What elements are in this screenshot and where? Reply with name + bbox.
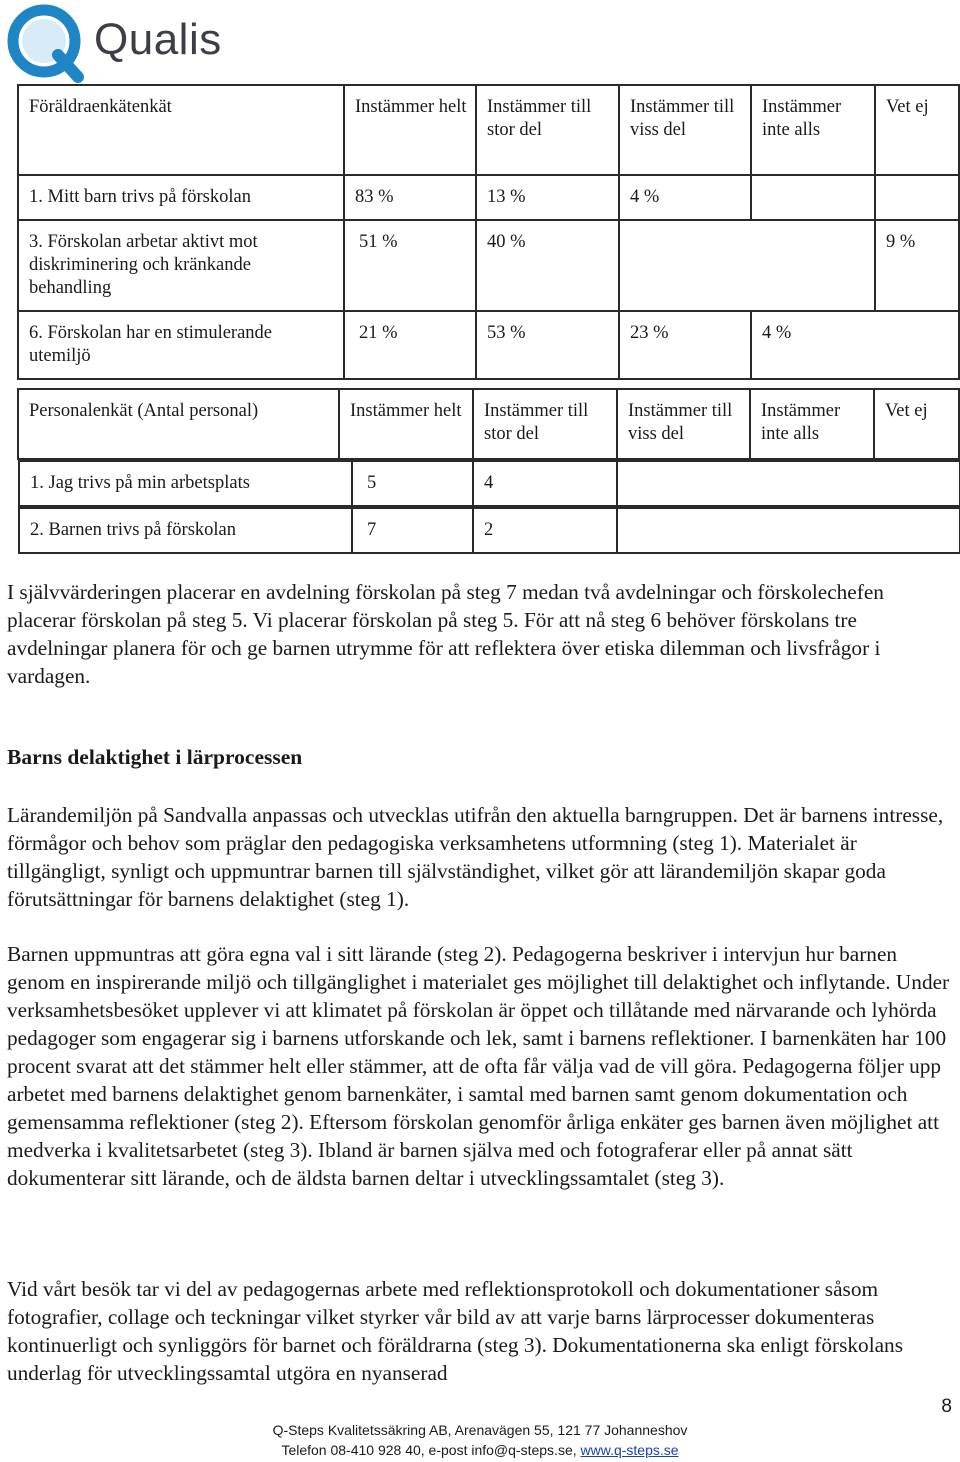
table-cell: 5 bbox=[352, 461, 473, 506]
table-cell bbox=[751, 175, 875, 220]
brand-name: Qualis bbox=[94, 15, 222, 64]
staff-row-1-wrapper bbox=[18, 459, 959, 507]
page-number: 8 bbox=[941, 1396, 952, 1417]
table-cell: 83 % bbox=[344, 175, 476, 220]
table-header-cell: Instämmer till stor del bbox=[473, 389, 617, 459]
table-header-row bbox=[18, 85, 959, 175]
table-row bbox=[18, 507, 959, 554]
table-header-cell: Instämmer inte alls bbox=[751, 85, 875, 175]
qualis-q-logo-icon bbox=[6, 3, 88, 83]
table-cell bbox=[617, 508, 960, 553]
table-cell: 1. Mitt barn trivs på förskolan bbox=[18, 175, 344, 220]
table-row bbox=[18, 220, 959, 311]
table-cell: 6. Förskolan har en stimulerande utemiljö bbox=[18, 311, 344, 379]
table-cell: 13 % bbox=[476, 175, 619, 220]
table-header-cell: Instämmer helt bbox=[339, 389, 473, 459]
staff-survey-table bbox=[17, 388, 960, 554]
table-cell: 3. Förskolan arbetar aktivt mot diskriminering och kränkande behandling bbox=[18, 220, 344, 311]
table-cell: 7 bbox=[352, 508, 473, 553]
table-cell: 2 bbox=[473, 508, 617, 553]
table-cell: 2. Barnen trivs på förskolan bbox=[19, 508, 352, 553]
paragraph-self-evaluation: I självvärderingen placerar en avdelning förskolan på steg 7 medan två avdelningar och förskolechefen placerar förskolan på steg 5. Vi placerar förskolan på steg 5. För att nå steg 6 behöver förskolans tre avdelningar planera för och ge barnen utrymme för att reflektera över etiska dilemman och livsfrågor i vardagen. bbox=[7, 580, 884, 688]
table-cell bbox=[617, 461, 960, 506]
paragraph-learning-environment: Lärandemiljön på Sandvalla anpassas och utvecklas utifrån den aktuella barngruppen. Det är barnens intresse, förmågor och behov som präglar den pedagogiska verksamhetens utformning (steg 1). Materialet är tillgängligt, synligt och uppmuntrar barnen till självständighet, vilket gör att lärandemiljön skapar goda förutsättningar för barnens delaktighet (steg 1). bbox=[7, 803, 944, 911]
parent-survey-table bbox=[17, 84, 960, 380]
table-cell: 4 % bbox=[619, 175, 751, 220]
table-header-cell: Vet ej bbox=[874, 389, 959, 459]
paragraph-documentation: Vid vårt besök tar vi del av pedagogernas arbete med reflektionsprotokoll och dokumentationer såsom fotografier, collage och teckningar vilket styrker vår bild av att varje barns lärprocesser dokumenteras kontinuerligt och synliggörs för barnet och föräldrarna (steg 3). Dokumentationerna ska enligt förskolans underlag för utvecklingssamtal utgöra en nyanserad bbox=[7, 1277, 903, 1385]
table-header-cell: Instämmer helt bbox=[344, 85, 476, 175]
table-header-row bbox=[18, 389, 959, 459]
table-cell: 1. Jag trivs på min arbetsplats bbox=[19, 461, 352, 506]
table-cell: 51 % bbox=[344, 220, 476, 311]
table-cell: 23 % bbox=[619, 311, 751, 379]
table-cell: 53 % bbox=[476, 311, 619, 379]
table-row bbox=[18, 175, 959, 220]
table-header-cell: Instämmer till stor del bbox=[476, 85, 619, 175]
table-header-cell: Instämmer till viss del bbox=[617, 389, 750, 459]
website-link[interactable]: www.q-steps.se bbox=[580, 1442, 679, 1458]
table-header-cell: Instämmer inte alls bbox=[750, 389, 874, 459]
table-cell: 40 % bbox=[476, 220, 619, 311]
paragraph-child-participation: Barnen uppmuntras att göra egna val i sitt lärande (steg 2). Pedagogerna beskriver i intervjun hur barnen genom en inspirerande miljö och tillgänglighet i materialet ges möjlighet till delaktighet och inflytande. Under verksamhetsbesöket upplever vi att klimatet på förskolan är öppet och tillåtande med närvarande och lyhörda pedagoger som engagerar sig i barnens utforskande och lek, samt i barnens reflektioner. I barnenkäten har 100 procent svarat att det stämmer helt eller stämmer, att de ofta får välja vad de vill göra. Pedagogerna följer upp arbetet med barnens delaktighet genom barnenkäter, i samtal med barnen samt genom dokumentation och gemensamma reflektioner (steg 2). Eftersom förskolan genomför årliga enkäter ges barnen även möjlighet att medverka i kvalitetsarbetet (steg 3). Ibland är barnen själva med och fotograferar eller på annat sätt dokumenterar sitt lärande, och de äldsta barnen deltar i utvecklingssamtalet (steg 3). bbox=[7, 942, 950, 1190]
table-cell: 4 bbox=[473, 461, 617, 506]
table-cell bbox=[619, 220, 875, 311]
table-cell: 4 % bbox=[751, 311, 959, 379]
table-row bbox=[18, 459, 959, 507]
table-header-cell: Vet ej bbox=[875, 85, 959, 175]
footer-address: Q-Steps Kvalitetssäkring AB, Arenavägen 55, 121 77 Johanneshov bbox=[272, 1422, 688, 1438]
table-row bbox=[18, 311, 959, 379]
table-header-cell: Instämmer till viss del bbox=[619, 85, 751, 175]
footer-contact bbox=[0, 1441, 960, 1460]
staff-row-2-wrapper bbox=[18, 507, 959, 554]
table-header-cell: Personalenkät (Antal personal) bbox=[18, 389, 339, 459]
table-cell: 9 % bbox=[875, 220, 959, 311]
table-cell bbox=[875, 175, 959, 220]
qualis-logo bbox=[6, 3, 222, 81]
footer-contact-text: Telefon 08-410 928 40, e-post info@q-steps.se, bbox=[281, 1442, 581, 1458]
section-heading: Barns delaktighet i lärprocessen bbox=[7, 745, 303, 769]
table-cell: 21 % bbox=[344, 311, 476, 379]
table-header-cell: Föräldraenkätenkät bbox=[18, 85, 344, 175]
